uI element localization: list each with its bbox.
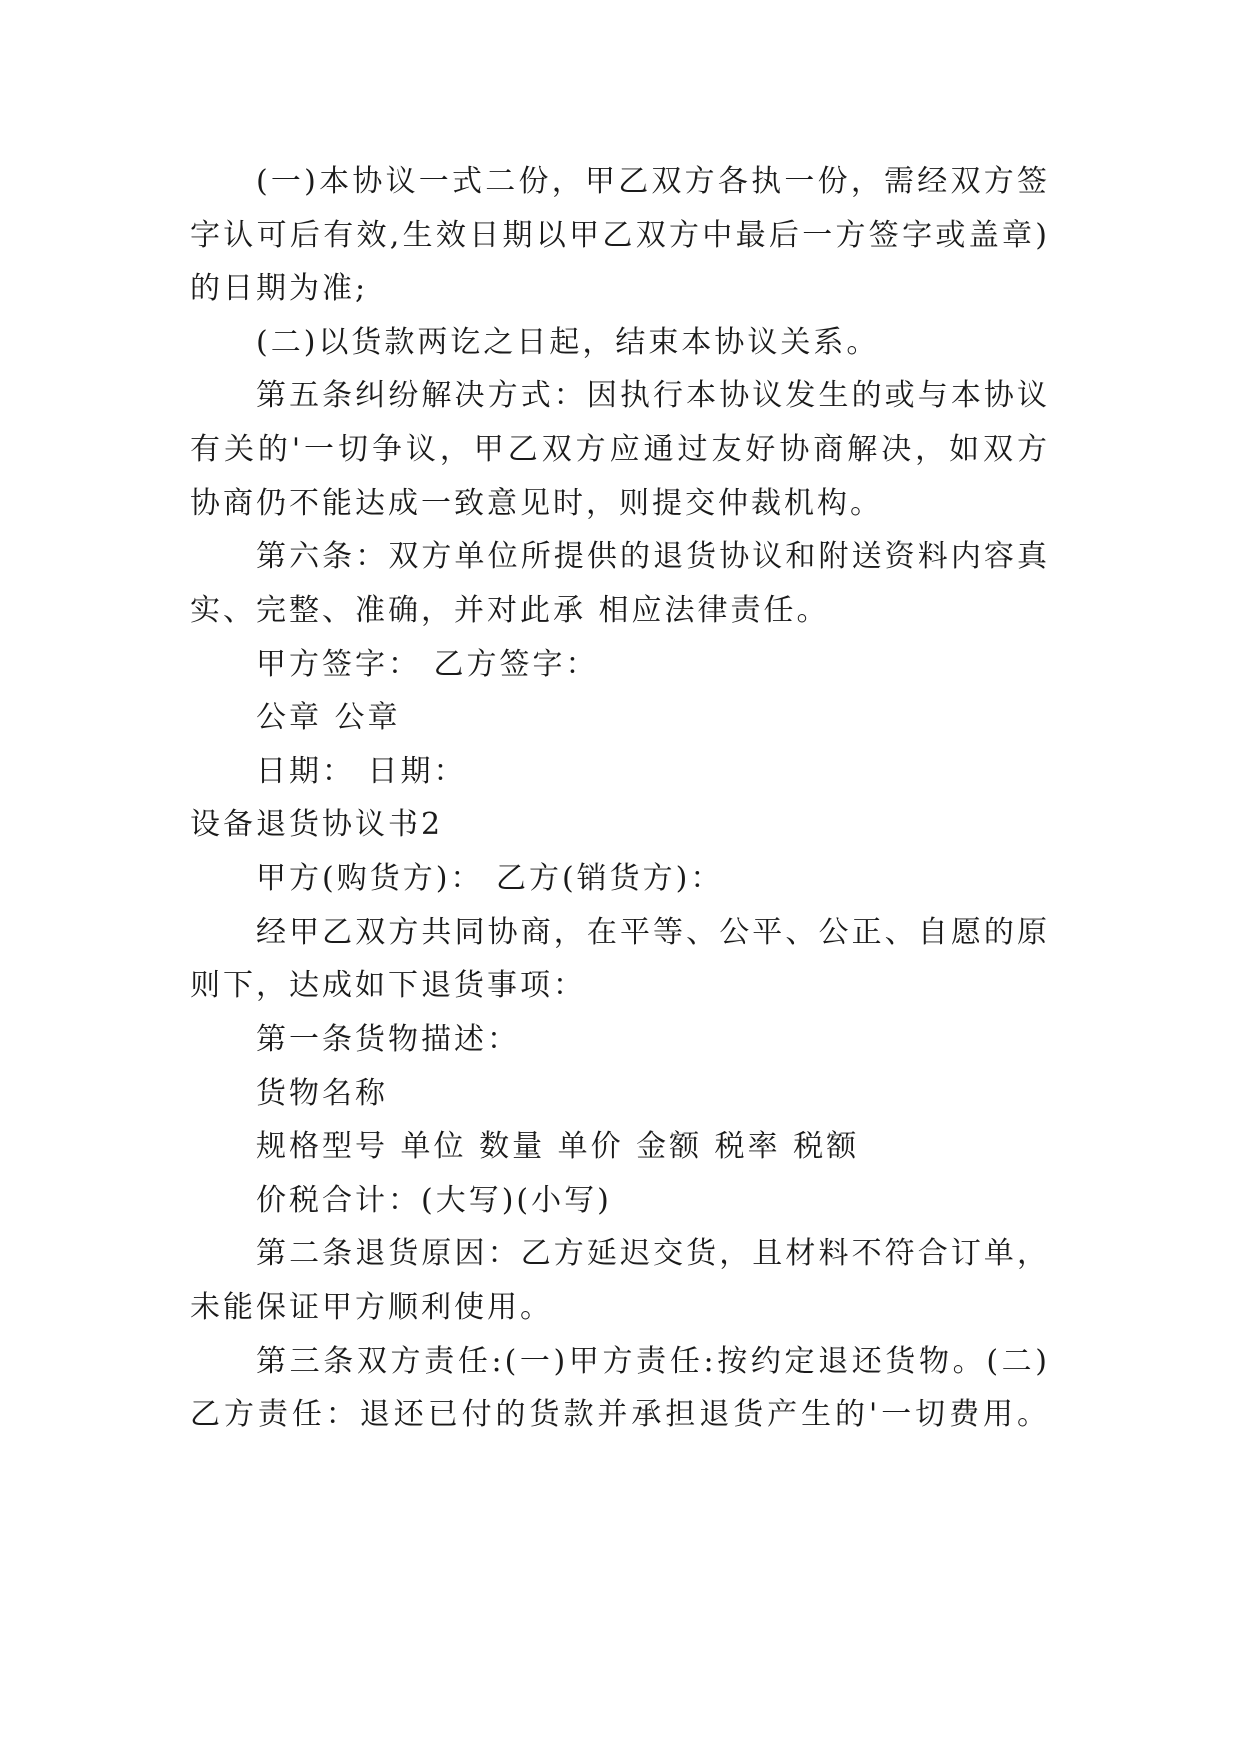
text-line: 未能保证甲方顺利使用。 [190, 1290, 553, 1325]
text-line: 实、完整、准确，并对此承 相应法律责任。 [190, 593, 830, 628]
text-line: 则下，达成如下退货事项： [190, 968, 586, 1003]
text-line: 价税合计：(大写)(小写) [256, 1183, 612, 1218]
goods-columns-line: 规格型号 单位 数量 单价 金额 税率 税额 [256, 1129, 860, 1164]
signature-line: 甲方签字： 乙方签字： [256, 647, 599, 682]
text-line: 经甲乙双方共同协商，在平等、公平、公正、自愿的原 [256, 915, 1050, 950]
section-title: 设备退货协议书2 [190, 807, 444, 842]
text-line: 有关的'一切争议，甲乙双方应通过友好协商解决，如双方 [190, 432, 1050, 467]
text-line: 第三条双方责任:(一)甲方责任:按约定退还货物。(二) [256, 1344, 1050, 1379]
text-line: 字认可后有效,生效日期以甲乙双方中最后一方签字或盖章) [190, 218, 1050, 253]
parties-line: 甲方(购货方)： 乙方(销货方)： [256, 861, 724, 896]
text-line: (二)以货款两讫之日起，结束本协议关系。 [256, 325, 880, 360]
text-line: (一)本协议一式二份，甲乙双方各执一份，需经双方签 [256, 164, 1050, 199]
text-line: 第六条：双方单位所提供的退货协议和附送资料内容真 [256, 539, 1050, 574]
text-line: 货物名称 [256, 1076, 388, 1111]
seal-line: 公章 公章 [256, 700, 401, 735]
text-line: 乙方责任：退还已付的货款并承担退货产生的'一切费用。 [190, 1397, 1050, 1432]
text-line: 协商仍不能达成一致意见时，则提交仲裁机构。 [190, 486, 883, 521]
text-line: 的日期为准; [190, 271, 369, 306]
clause-heading: 第一条货物描述： [256, 1022, 520, 1057]
text-line: 第五条纠纷解决方式：因执行本协议发生的或与本协议 [256, 378, 1050, 413]
date-line: 日期： 日期： [256, 754, 467, 789]
text-line: 第二条退货原因：乙方延迟交货，且材料不符合订单， [256, 1236, 1050, 1271]
